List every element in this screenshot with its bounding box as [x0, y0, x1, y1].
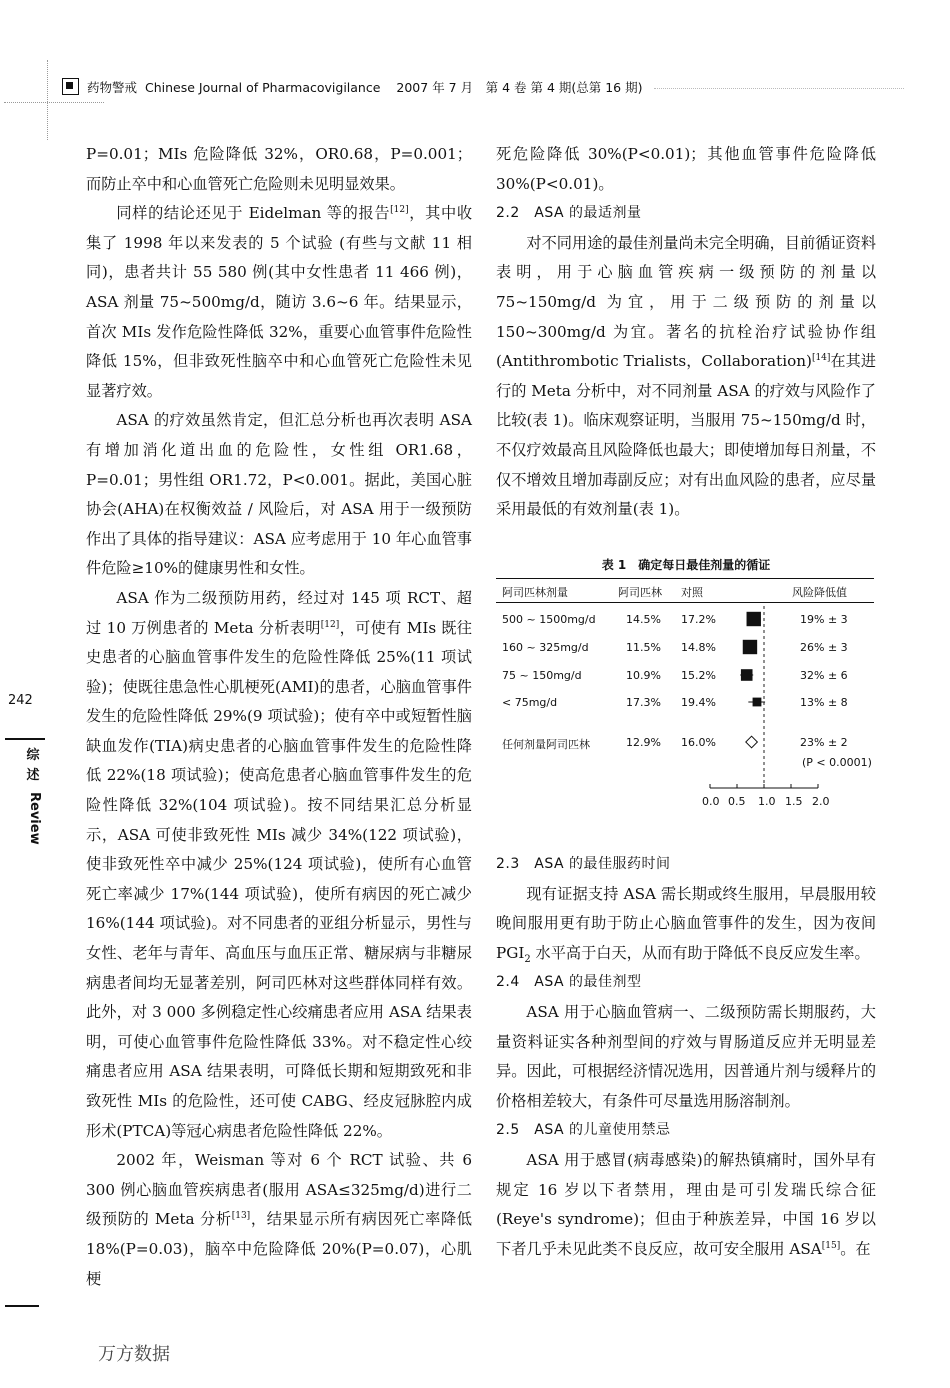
- risk-reduction: 23% ± 2: [800, 736, 848, 749]
- citation-ref: [14]: [811, 353, 831, 364]
- text-run: 在其进行的 Meta 分析中，对不同剂量 ASA 的疗效与风险作了比较(表 1)。临床观察证明，当服用 75~150mg/d 时，不仅疗效最高且风险降低也最大；即使增加每日剂量，不仅不增效且增加毒副反应；对有出血风险的患者，应尽量采用最低的有效剂量(表 1)。: [496, 352, 877, 519]
- point-estimate-square: [747, 612, 761, 626]
- p-value-note: (P < 0.0001): [802, 756, 872, 769]
- dose-label: 160 ~ 325mg/d: [502, 641, 589, 654]
- control-rate: 16.0%: [681, 736, 716, 749]
- text-run: 现有证据支持 ASA 需长期或终生服用，早晨服用较晚间服用更有助于防止心脑血管事件的发生，因为夜间 PGI: [496, 884, 876, 962]
- axis-tick-label: 1.0: [758, 795, 776, 808]
- dose-label: 500 ~ 1500mg/d: [502, 613, 596, 626]
- text-run: ，其中收集了 1998 年以来发表的 5 个试验 (有些与文献 11 相同)，患者共计 55 580 例(其中女性患者 11 466 例)，ASA 剂量 75~500mg/d，随访 3.6~6 年。结果显示，首次 MIs 发作危险性降低 32%，重要心血管事件危险性降低 15%，但非致死性脑卒中和心血管死亡危险性未见显著疗效。: [86, 204, 473, 400]
- header-dotted-rule: [654, 88, 904, 89]
- journal-name-en: Chinese Journal of Pharmacovigilance: [144, 80, 381, 95]
- forest-plot: [496, 556, 876, 821]
- subscript: 2: [524, 953, 531, 965]
- text-run: 2002 年，Weisman 等对 6 个 RCT 试验、共 6 300 例心脑血管疾病患者(服用 ASA≤325mg/d)进行二级预防的 Meta 分析: [86, 1151, 472, 1229]
- column-header: 阿司匹林剂量: [502, 586, 568, 599]
- paragraph: ASA 用于心脑血管病一、二级预防需长期服药，大量资料证实各种剂型间的疗效与胃肠道反应并无明显差异。因此，可根据经济情况选用，因普通片剂与缓释片的价格相差较大，有条件可尽量选用肠溶制剂。: [496, 1002, 876, 1110]
- citation-ref: [12]: [390, 205, 409, 216]
- point-estimate-square: [753, 698, 762, 707]
- right-column-bottom: [496, 850, 876, 1264]
- section-heading: 2.3 ASA 的最佳服药时间: [496, 856, 671, 872]
- text-run: ASA 作为二级预防用药，经过对 145 项 RCT、超过 10 万例患者的 Meta 分析表明: [86, 588, 472, 637]
- journal-name-cn: 药物警戒: [86, 80, 137, 95]
- paragraph: [496, 229, 876, 525]
- section-heading: 2.2 ASA 的最适剂量: [496, 205, 642, 222]
- text-run: 对不同用途的最佳剂量尚未完全明确，目前循证资料表明，用于心脑血管疾病一级预防的剂量以 75~150mg/d 为宜，用于二级预防的剂量以 150~300mg/d 为宜。著名的抗栓治疗试验协作组(Antithrombotic Trialists，Collaboration): [496, 233, 876, 371]
- text-run: ，可使有 MIs 既往史患者的心脑血管事件发生的危险性降低 25%(11 项试验)；使既往患急性心肌梗死(AMI)的患者，心脑血管事件发生的危险性降低 29%(9 项试验)；使有卒中或短暂性脑缺血发作(TIA)病史患者的心脑血管事件发生的危险性降低 22%(18 项试验)；使高危患者心脑血管事件发生的危险性降低 32%(104 项试验)。按不同结果汇总分析显示，ASA 可使非致死性 MIs 减少 34%(122 项试验)，使非致死性卒中减少 25%(124 项试验)，使所有心血管死亡率减少 17%(144 项试验)，使所有病因的死亡减少 16%(144 项试验)。对不同患者的亚组分析显示，男性与女性、老年与青年、高血压与血压正常、糖尿病与非糖尿病患者间均无显著差别，阿司匹林对这些群体同样有效。此外，对 3 000 多例稳定性心绞痛患者应用 ASA 结果表明，可使心血管事件危险性降低 33%。对不稳定性心绞痛患者应用 ASA 结果表明，可降低长期和短期致死和非致死性 MIs 的危险性，还可使 CABG、经皮冠脉腔内成形术(PTCA)等冠心病患者危险性降低 22%。: [86, 618, 472, 1140]
- citation-ref: [15]: [821, 1240, 841, 1251]
- text-run: ，结果显示所有病因死亡率降低 18%(P=0.03)，脑卒中危险降低 20%(P=0.07)，心肌梗: [86, 1210, 472, 1288]
- page-number: 242: [8, 693, 33, 708]
- paragraph: [86, 1146, 472, 1294]
- section-heading: 2.5 ASA 的儿童使用禁忌: [496, 1122, 671, 1139]
- journal-logo-icon: [62, 78, 79, 95]
- asa-rate: 10.9%: [626, 669, 661, 682]
- table-title: 表 1 确定每日最佳剂量的循证: [601, 558, 771, 572]
- paragraph: [496, 880, 876, 969]
- risk-reduction: 13% ± 8: [800, 696, 848, 709]
- dose-label: 任何剂量阿司匹林: [502, 738, 590, 751]
- crop-mark-vertical: [47, 60, 49, 140]
- section-heading: 2.4 ASA 的最佳剂型: [496, 974, 642, 991]
- paragraph: 死危险降低 30%(P<0.01)；其他血管事件危险降低 30%(P<0.01)。: [496, 145, 876, 193]
- watermark: 万方数据: [98, 1344, 170, 1365]
- asa-rate: 12.9%: [626, 736, 661, 749]
- column-header: 风险降低值: [792, 586, 847, 599]
- paragraph: [86, 199, 472, 406]
- control-rate: 17.2%: [681, 613, 716, 626]
- section-label-en: Review: [27, 792, 42, 845]
- paragraph: P=0.01；MIs 危险降低 32%，OR0.68，P=0.001；而防止卒中和心血管死亡危险则未见明显效果。: [86, 145, 472, 193]
- axis-tick-label: 2.0: [812, 795, 830, 808]
- risk-reduction: 26% ± 3: [800, 641, 848, 654]
- column-header: 对照: [681, 586, 703, 599]
- control-rate: 19.4%: [681, 696, 716, 709]
- text-run: 水平高于白天，从而有助于降低不良反应发生率。: [530, 943, 870, 962]
- point-estimate-square: [741, 669, 753, 681]
- dose-label: 75 ~ 150mg/d: [502, 669, 582, 682]
- dose-label: < 75mg/d: [502, 696, 558, 709]
- axis-tick-label: 0.5: [728, 795, 746, 808]
- column-header: 阿司匹林: [618, 586, 662, 599]
- side-rule: [5, 738, 45, 740]
- asa-rate: 11.5%: [626, 641, 661, 654]
- control-rate: 15.2%: [681, 669, 716, 682]
- paragraph: ASA 的疗效虽然肯定，但汇总分析也再次表明 ASA 有增加消化道出血的危险性，女性组 OR1.68，P=0.01；男性组 OR1.72，P<0.001。据此，美国心脏协会(AHA)在权衡效益 / 风险后，对 ASA 用于一级预防作出了具体的指导建议：ASA 应考虑用于 10 年心血管事件危险≥10%的健康男性和女性。: [86, 411, 472, 578]
- running-header: [62, 78, 942, 100]
- text-run: 同样的结论还见于 Eidelman 等的报告: [116, 204, 391, 223]
- crop-mark-horizontal: [4, 102, 104, 103]
- section-label: [24, 746, 42, 845]
- bottom-side-rule: [5, 1305, 39, 1307]
- left-column: [86, 140, 472, 1294]
- control-rate: 14.8%: [681, 641, 716, 654]
- axis-tick-label: 1.5: [785, 795, 803, 808]
- issue-info: 2007 年 7 月 第 4 卷 第 4 期(总第 16 期): [396, 80, 643, 95]
- paragraph: [86, 584, 472, 1146]
- paragraph: [496, 1146, 876, 1264]
- right-column-top: [496, 140, 876, 525]
- point-estimate-diamond: [746, 736, 758, 748]
- section-label-cn: 综述: [26, 748, 40, 783]
- text-run: 。在: [840, 1239, 871, 1258]
- point-estimate-square: [743, 640, 757, 654]
- asa-rate: 17.3%: [626, 696, 661, 709]
- asa-rate: 14.5%: [626, 613, 661, 626]
- dose-table: [496, 556, 876, 821]
- axis-tick-label: 0.0: [702, 795, 720, 808]
- citation-ref: [13]: [231, 1211, 251, 1222]
- risk-reduction: 19% ± 3: [800, 613, 848, 626]
- text-run: ASA 用于感冒(病毒感染)的解热镇痛时，国外早有规定 16 岁以下者禁用，理由是可引发瑞氏综合征(Reye's syndrome)；但由于种族差异，中国 16 岁以下者几乎未见此类不良反应，故可安全服用 ASA: [496, 1150, 876, 1258]
- citation-ref: [12]: [320, 619, 340, 630]
- risk-reduction: 32% ± 6: [800, 669, 848, 682]
